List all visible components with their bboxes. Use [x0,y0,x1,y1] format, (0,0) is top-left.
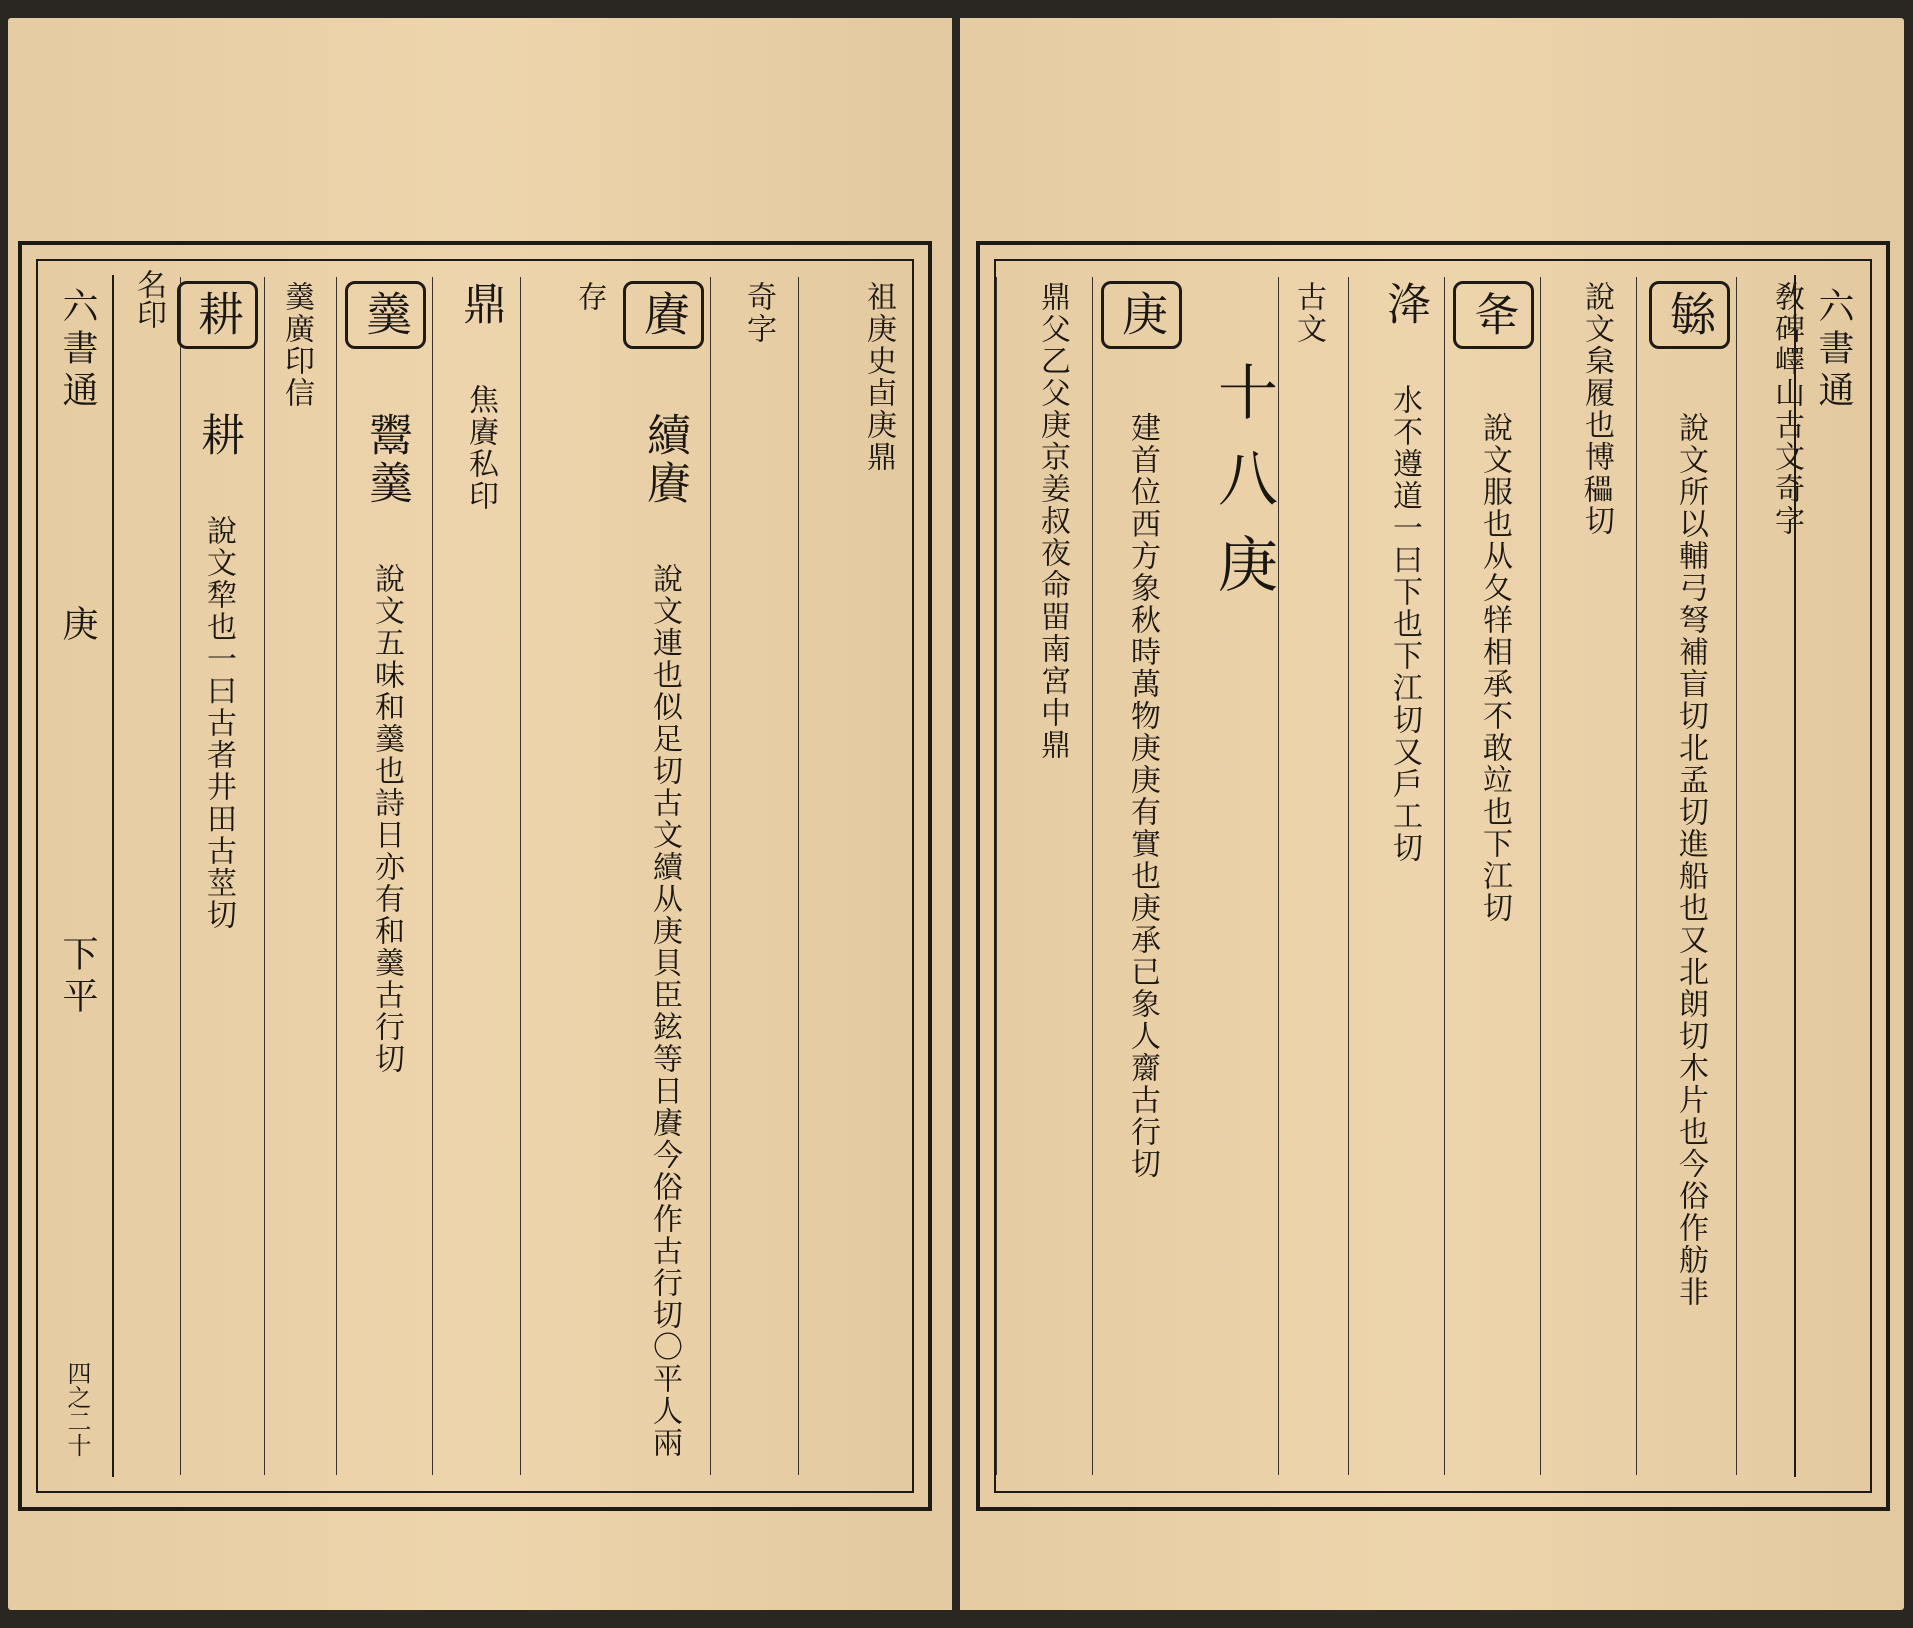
corner-note: 名印 [131,269,166,329]
seal-head-geng: 耕 [177,281,258,349]
column-note: 說文服也从夂䍧相承不敢竝也下江切 [1477,412,1512,924]
column-main: 鼎 [455,281,506,329]
left-page-inner-border [36,259,914,1493]
column-note: 奇字 [741,281,776,345]
column-geng-seal-note [264,277,336,1475]
column-note: 水不遵道一曰下也下江切又戶工切 [1387,384,1422,864]
book-title: 六書通 [1813,287,1854,413]
column-note: 鼎父乙父庚京姜叔夜命㽞南宮中鼎 [1035,281,1070,761]
column-geng [180,277,264,1475]
column-note: 敎碑嶧山古文奇字 [1769,281,1804,537]
seal-head-geng-soup: 羹 [345,281,426,349]
folio-number: 四之二十 [63,1361,91,1457]
column-note: 說文五味和羹也詩日亦有和羹古行切 [369,563,404,1075]
column-note: 說文所以輔弓弩補盲切北孟切進船也又北朗切木片也今俗作舫非 [1673,412,1708,1308]
column-jiao-geng [432,277,520,1475]
volume-label: 下平 [57,935,98,1019]
seal-head-xiang: 夅 [1453,281,1534,349]
column-ding [996,277,1092,1475]
column-main: 洚 [1379,281,1430,329]
column-main: 耕 [193,412,244,460]
seal-head-geng-main: 庚 [1101,281,1182,349]
column-main: 鬻羹 [361,412,412,508]
column-note: 祖庚史卣庚鼎 [861,281,896,473]
right-page-frame [976,241,1890,1511]
column-gu-wen [1278,277,1348,1475]
right-page-banner [1794,275,1868,1477]
column-geng-soup [336,277,432,1475]
column-geng-main [1092,277,1188,1475]
right-page-inner-border [994,259,1872,1493]
rhyme-label: 庚 [57,605,98,647]
left-page-banner [40,275,114,1477]
column-main: 續賡 [639,412,690,508]
left-page [8,18,952,1610]
left-page-frame [18,241,932,1511]
column-geng-continue [520,277,710,1475]
column-note: 焦賡私印 [463,384,498,512]
seal-head-geng-continue: 賡 [623,281,704,349]
column-xi-lu [1540,277,1636,1475]
column-note: 說文枲履也博𥣬切 [1579,281,1614,537]
column-xiang [1444,277,1540,1475]
column-note: 羹廣印信 [279,281,314,409]
book-title: 六書通 [57,287,98,413]
column-note: 說文犂也一曰古者井田古莖切 [201,515,236,931]
column-note: 古文 [1291,281,1326,345]
column-jiang [1348,277,1444,1475]
column-zu-geng [798,277,918,1475]
column-qi-zi [710,277,798,1475]
seal-head-fang: 䋣 [1649,281,1730,349]
column-note: 說文連也似足切古文續从庚貝臣鉉等日賡今俗作古行切〇平人兩存 [571,281,682,1459]
column-fang [1636,277,1736,1475]
right-page [960,18,1904,1610]
section-title: 十八庚 [1208,361,1278,619]
column-note: 建首位西方象秋時萬物庚庚有實也庚承已象人𪗋古行切 [1125,412,1160,1180]
